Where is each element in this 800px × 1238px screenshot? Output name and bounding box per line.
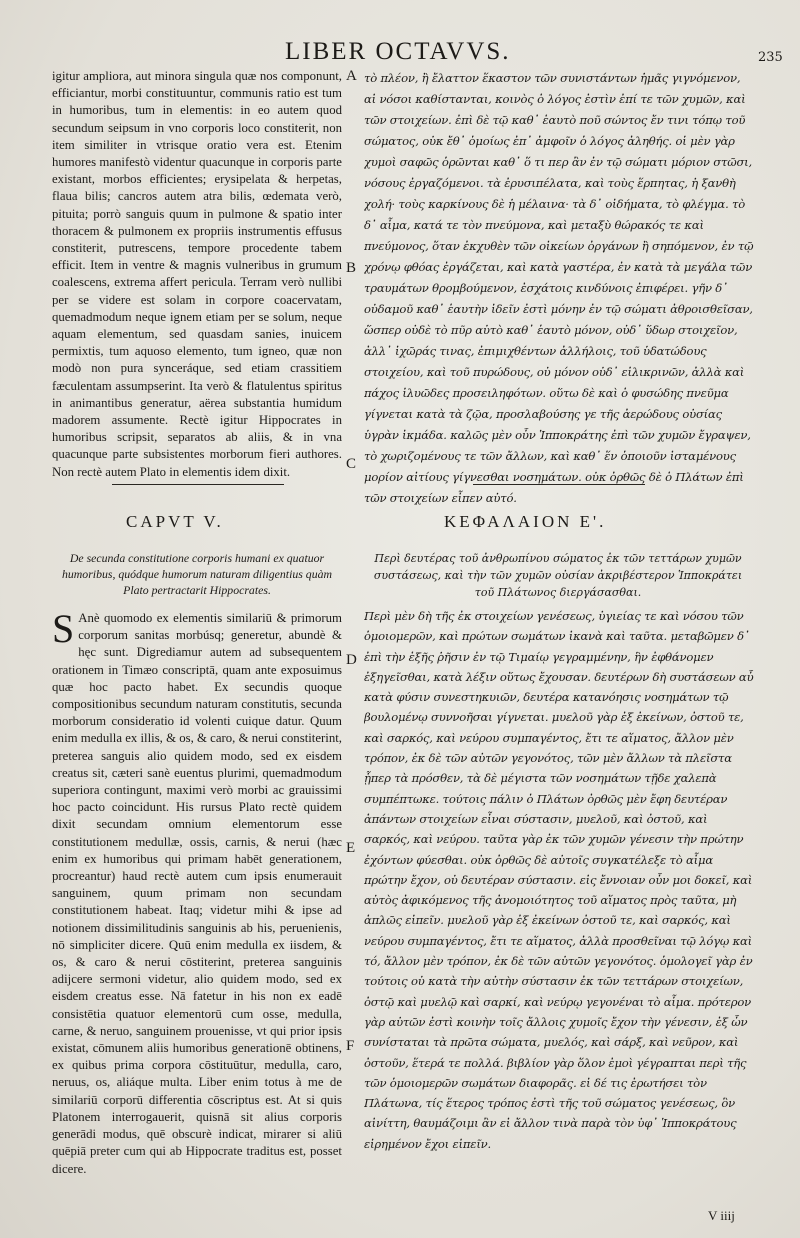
latin-text-bottom <box>52 610 342 1178</box>
chapter-title-latin: CAPVT V. <box>126 512 224 531</box>
margin-letter-f: F <box>346 1038 355 1054</box>
margin-letter-d: D <box>346 652 357 668</box>
greek-text-top: τὸ πλέον, ἢ ἔλαττον ἕκαστον τῶν συνιστάντων ἡμᾶς γιγνόμενον, αἱ νόσοι καθίστανται, κοινὸς ὁ λόγος ἐστὶν ἐπί τε τῶν χυμῶν, καὶ τῶν στοιχείων. ἐπὶ δὲ τῷ καθ᾽ ἑαυτὸ ποῦ σώντος ἔν τινι τόπῳ τοῦ σώματος, οὐκ ἔθ᾽ ὁμοίως ἐπ᾽ ἀμφοῖν ὁ λόγος ἀληθής. οἱ μὲν γὰρ χυμοὶ σαφῶς ὁρῶνται καθ᾽ ὅ τι περ ἂν ἐν τῷ σώματι μόριον στῶσι, νόσους ἐργαζόμενοι. τὰ ἐρυσιπέλατα, καὶ τοὺς ἕρπητας, ἡ ξανθὴ χολή· τοὺς καρκίνους δὲ ἡ μέλαινα· τὰ δ᾽ οἰδήματα, τὸ φλέγμα. τὸ δ᾽ αἷμα, κατά τε τὸν πνεύμονα, καὶ μεταξὺ θώρακός τε καὶ πνεύμονος, ὅταν ἐκχυθὲν τῶν οἰκείων ὀργάνων ἢ σηπόμενον, ἐν τῷ χρόνῳ φθόας ἐργάζεται, καὶ κατὰ γαστέρα, ἐν κατὰ τὰ μεγάλα τῶν τραυμάτων θρομβούμενον, ἐσχάτοις κινδύνοις ἐπιφέρει. γῆν δ᾽ οὐδαμοῦ καθ᾽ ἑαυτὴν ἰδεῖν ἐστὶ μόνην ἐν τῷ σώματι ἀθροισθεῖσαν, ὥσπερ οὐδὲ τὸ πῦρ αὐτὸ καθ᾽ ἑαυτὸ μόνον, οὐδ᾽ ὕδωρ στοιχεῖον, ἀλλ᾽ ἰχῶράς τινας, ἐπιμιχθέντων ἀλλήλοις, τοῦ ὑδατώδους στοιχείου, καὶ τοῦ πυρώδους, οὐ μόνον οὐδ᾽ εἰλικρινῶν, ἀλλὰ καὶ πάχος ἰλυῶδες προσειληφότων. οὕτω δὲ καὶ ὁ φυσώδης πνεῦμα γίγνεται κατὰ τὰ ζῷα, προσλαβούσης γε τῆς ἀερώδους οὐσίας ὑγρὰν ἰκμάδα. καλῶς μὲν οὖν Ἱπποκράτης ἐπὶ τῶν χυμῶν ἔγραψεν, τὸ χωριζομένους τε τῶν ἄλλων, καὶ καθ᾽ ἕν ὁποιοῦν ἱσταμένους μορίον αἰτίους γίγνεσθαι νοσημάτων. οὐκ ὀρθῶς δὲ ὁ Πλάτων ἐπὶ τῶν στοιχείων εἶπεν αὐτό. <box>364 71 754 505</box>
divider-left <box>112 484 284 485</box>
latin-text-top: igitur ampliora, aut minora singula quæ nos componunt, efficiantur, morbi constituuntur, communis ratio est tum in humoribus, tum in elementis: in eo autem quod secundum seipsum in vno corporis loco constiterit, non item similiter in vtrisque oratio vera est. Etenim humores manifestò videntur quacunque in corporis parte existant, morbos efficientes; erysipelata & herpetas, flaua bilis; cancros autem atra bilis, œdemata verò, pituita; porrò sanguis quum in pulmone & spatio inter thoracem & pulmonem ex propriis instrumentis effusus constiterit, putrescens, tempore procedente tabem efficit. Item in ventre & magnis vulneribus in grumum coalescens, extrema affert pericula. Terram verò nullibi per se videre est solam in corpore coacervatam, quemadmodum neque ignem etiam per se solum, neque aquam elementum, sed quasdam sanies, inuicem permixtis, tum aquoso elemento, tum igneo, quæ non modò non pura synceráque, sed etiam crassitiem fæculentam assumpserint. Ita verò & flatulentus spiritus in animantibus generatur, aërea substantia humidum madorem assumente. Rectè igitur Hippocrates in humoribus scripsit, separatos ab aliis, & in vna quacunque parte subsistentes morborum fieri authores. Non rectè autem Plato in elementis idem dixit. <box>52 69 342 479</box>
margin-letter-b: B <box>346 260 357 276</box>
chapter-summary-latin: De secunda constitutione corporis humani ex quatuor humoribus, quódque humorum naturam diligentius quàm Plato pertractarit Hippocrates. <box>61 551 333 597</box>
chapter-summary-greek: Περὶ δευτέρας τοῦ ἀνθρωπίνου σώματος ἐκ τῶν τεττάρων χυμῶν συστάσεως, καὶ τὴν τῶν χυμῶν οὐσίαν ἀκριβέστερον Ἱπποκράτει τοῦ Πλάτωνος διεργάσασθαι. <box>373 552 743 599</box>
latin-body-bottom: Anè quomodo ex elementis similariū & primorum corporum sanitas morbúsq; generetur, abundè & hęc sunt. Digrediamur autem ad subsequentem orationem in Timæo conscriptā, quam ante exposuimus quæ hoc pacto habet. Ex secundis quoque compositionibus secundum naturam constitutis, secunda morborum consideratio id volenti cuique datur. Quum enim medulla ex illis, & os, & caro, & nerui constiterint, preterea sanguis alio quidem modo, sed ex eisdem creatus sit, cæteri sanè euentus plurimi, quemadmodum superiora contingunt, maximi verò morbi ac grauissimi hoc pacto coincidunt. His rursus Plato rectè quidem dixit secundam omnium elementorum esse constitutionem medullæ, ossis, carnis, & nerui (hæc enim ex humoribus qui primam habēt generationem, procreantur) haud rectè autem cum ipsis enumerauit sanguinem, quum primam non secundam constitutionem habeat. Itaq; videtur mihi & ipse ad notionem dissimilitudinis sanguinis ab his, peruenienis, nō simpliciter dicere. Quū enim medulla ex iisdem, & os, & caro & nerui cōstiterint, preterea sanguinis adijcere sermoni videtur, alio quidem modo, sed ex eisdem creatus esse. Nā fatetur in his non ex eadē consistētia quatuor elementorū cum osse, medulla, carne, & neruo, sanguinem prouenisse, vt qui prior ipsis existat, cōmunem aliis humoribus generationē obtinens, ex quibus prima corpora cōstituūtur, medulla, caro, neruus, os, aliáque multa. Liber enim totus à me de similariū corporū differentia cōscriptus est. At si quis Platonem interrogauerit, quisnā sit alius corporis generādi modus, quē obscurè indicat, mirarer si aliū quēpiā preter cum qui ab Hippocrate traditus est, posset dicere. <box>52 611 342 1176</box>
page-number: 235 <box>758 50 783 65</box>
greek-text-bottom: Περὶ μὲν δὴ τῆς ἐκ στοιχείων γενέσεως, ὑγιείας τε καὶ νόσου τῶν ὁμοιομερῶν, καὶ πρώτων σωμάτων ἱκανὰ καὶ ταῦτα. μεταβῶμεν δ᾽ ἐπὶ τὴν ἑξῆς ῥῆσιν ἐν τῷ Τιμαίῳ γεγραμμένην, ἣν ἐφθάνομεν ἐξηγεῖσθαι, κατὰ λέξιν οὕτως ἔχουσαν. δευτέρων δὴ συστάσεων αὖ κατὰ φύσιν συνεστηκυιῶν, δευτέρα κατανόησις νοσημάτων τῷ βουλομένῳ συννοῆσαι γίγνεται. μυελοῦ γὰρ ἐξ ἐκείνων, ὀστοῦ τε, καὶ σαρκός, καὶ νεύρου συμπαγέντος, ἔτι τε αἵματος, ἄλλον μὲν τρόπον, ἐκ δὲ τῶν αὐτῶν γεγονότος, τῶν μὲν ἄλλων τὰ πλεῖστα ᾗπερ τὰ πρόσθεν, τὰ δὲ μέγιστα τῶν νοσημάτων τῇδε χαλεπὰ συμπέπτωκε. τούτοις πάλιν ὁ Πλάτων ὀρθῶς μὲν ἔφη δευτέραν ἁπάντων στοιχείων εἶναι σύστασιν, μυελοῦ, καὶ ὀστοῦ, καὶ σαρκός, καὶ νεύρου. ταῦτα γὰρ ἐκ τῶν χυμῶν γένεσιν τὴν πρώτην ἐχόντων φύεσθαι. οὐκ ὀρθῶς δὲ αὐτοῖς συγκατέλεξε τὸ αἷμα πρώτην ἔχον, οὐ δευτέραν σύστασιν. εἰς ἔννοιαν οὖν μοι δοκεῖ, καὶ αὐτὸς ἀφικόμενος τῆς ἀνομοιότητος τοῦ αἵματος πρὸς ταῦτα, μὴ ἁπλῶς εἰπεῖν. μυελοῦ γὰρ ἐξ ἐκείνων ὀστοῦ τε, καὶ σαρκός, καὶ νεύρου συμπαγέντος, ἔτι τε αἵματος, ἀλλὰ προσθεῖναι τῷ λόγῳ καὶ τό, ἄλλον μὲν τρόπον, ἐκ δὲ τῶν αὐτῶν γεγονότος. ὁμολογεῖ γὰρ ἐν τούτοις οὐ κατὰ τὴν αὐτὴν σύστασιν ἐκ τῶν τεττάρων στοιχείων, ὀστῷ καὶ μυελῷ καὶ σαρκί, καὶ νεύρῳ γεγονέναι τὸ αἷμα. πρότερον γὰρ αὐτῶν ἐστὶ κοινὴν τοῖς ἄλλοις χυμοῖς ἔχον τὴν γένεσιν, ἐξ ὧν συνίσταται τὰ πρῶτα σώματα, μυελός, καὶ σάρξ, καὶ νεῦρον, καὶ ὀστοῦν, ἕτερά τε πολλά. βιβλίον γὰρ ὅλον ἐμοὶ γέγραπται περὶ τῆς τῶν ὁμοιομερῶν σωμάτων διαφορᾶς. εἰ δέ τις ἐρωτήσει τὸν Πλάτωνα, τίς ἕτερος τρόπος ἐστὶ τῆς τοῦ σώματος γενέσεως, ὃν αἰνίττη, θαυμάζοιμι ἂν εἰ ἄλλον τινὰ παρὰ τὸν ὑφ᾽ Ἱπποκράτους εἰρημένον ἔχοι εἰπεῖν. <box>364 609 754 1151</box>
margin-letter-a: A <box>346 68 357 84</box>
margin-letter-c: C <box>346 456 357 472</box>
signature-mark: V iiij <box>708 1208 735 1223</box>
running-head: LIBER OCTAVVS. <box>285 38 511 65</box>
chapter-title-greek: ΚΕΦΑΛΑΙΟΝ Ε'. <box>444 512 607 531</box>
divider-right <box>473 484 645 485</box>
margin-letter-e: E <box>346 840 356 856</box>
drop-cap: S <box>52 610 75 651</box>
